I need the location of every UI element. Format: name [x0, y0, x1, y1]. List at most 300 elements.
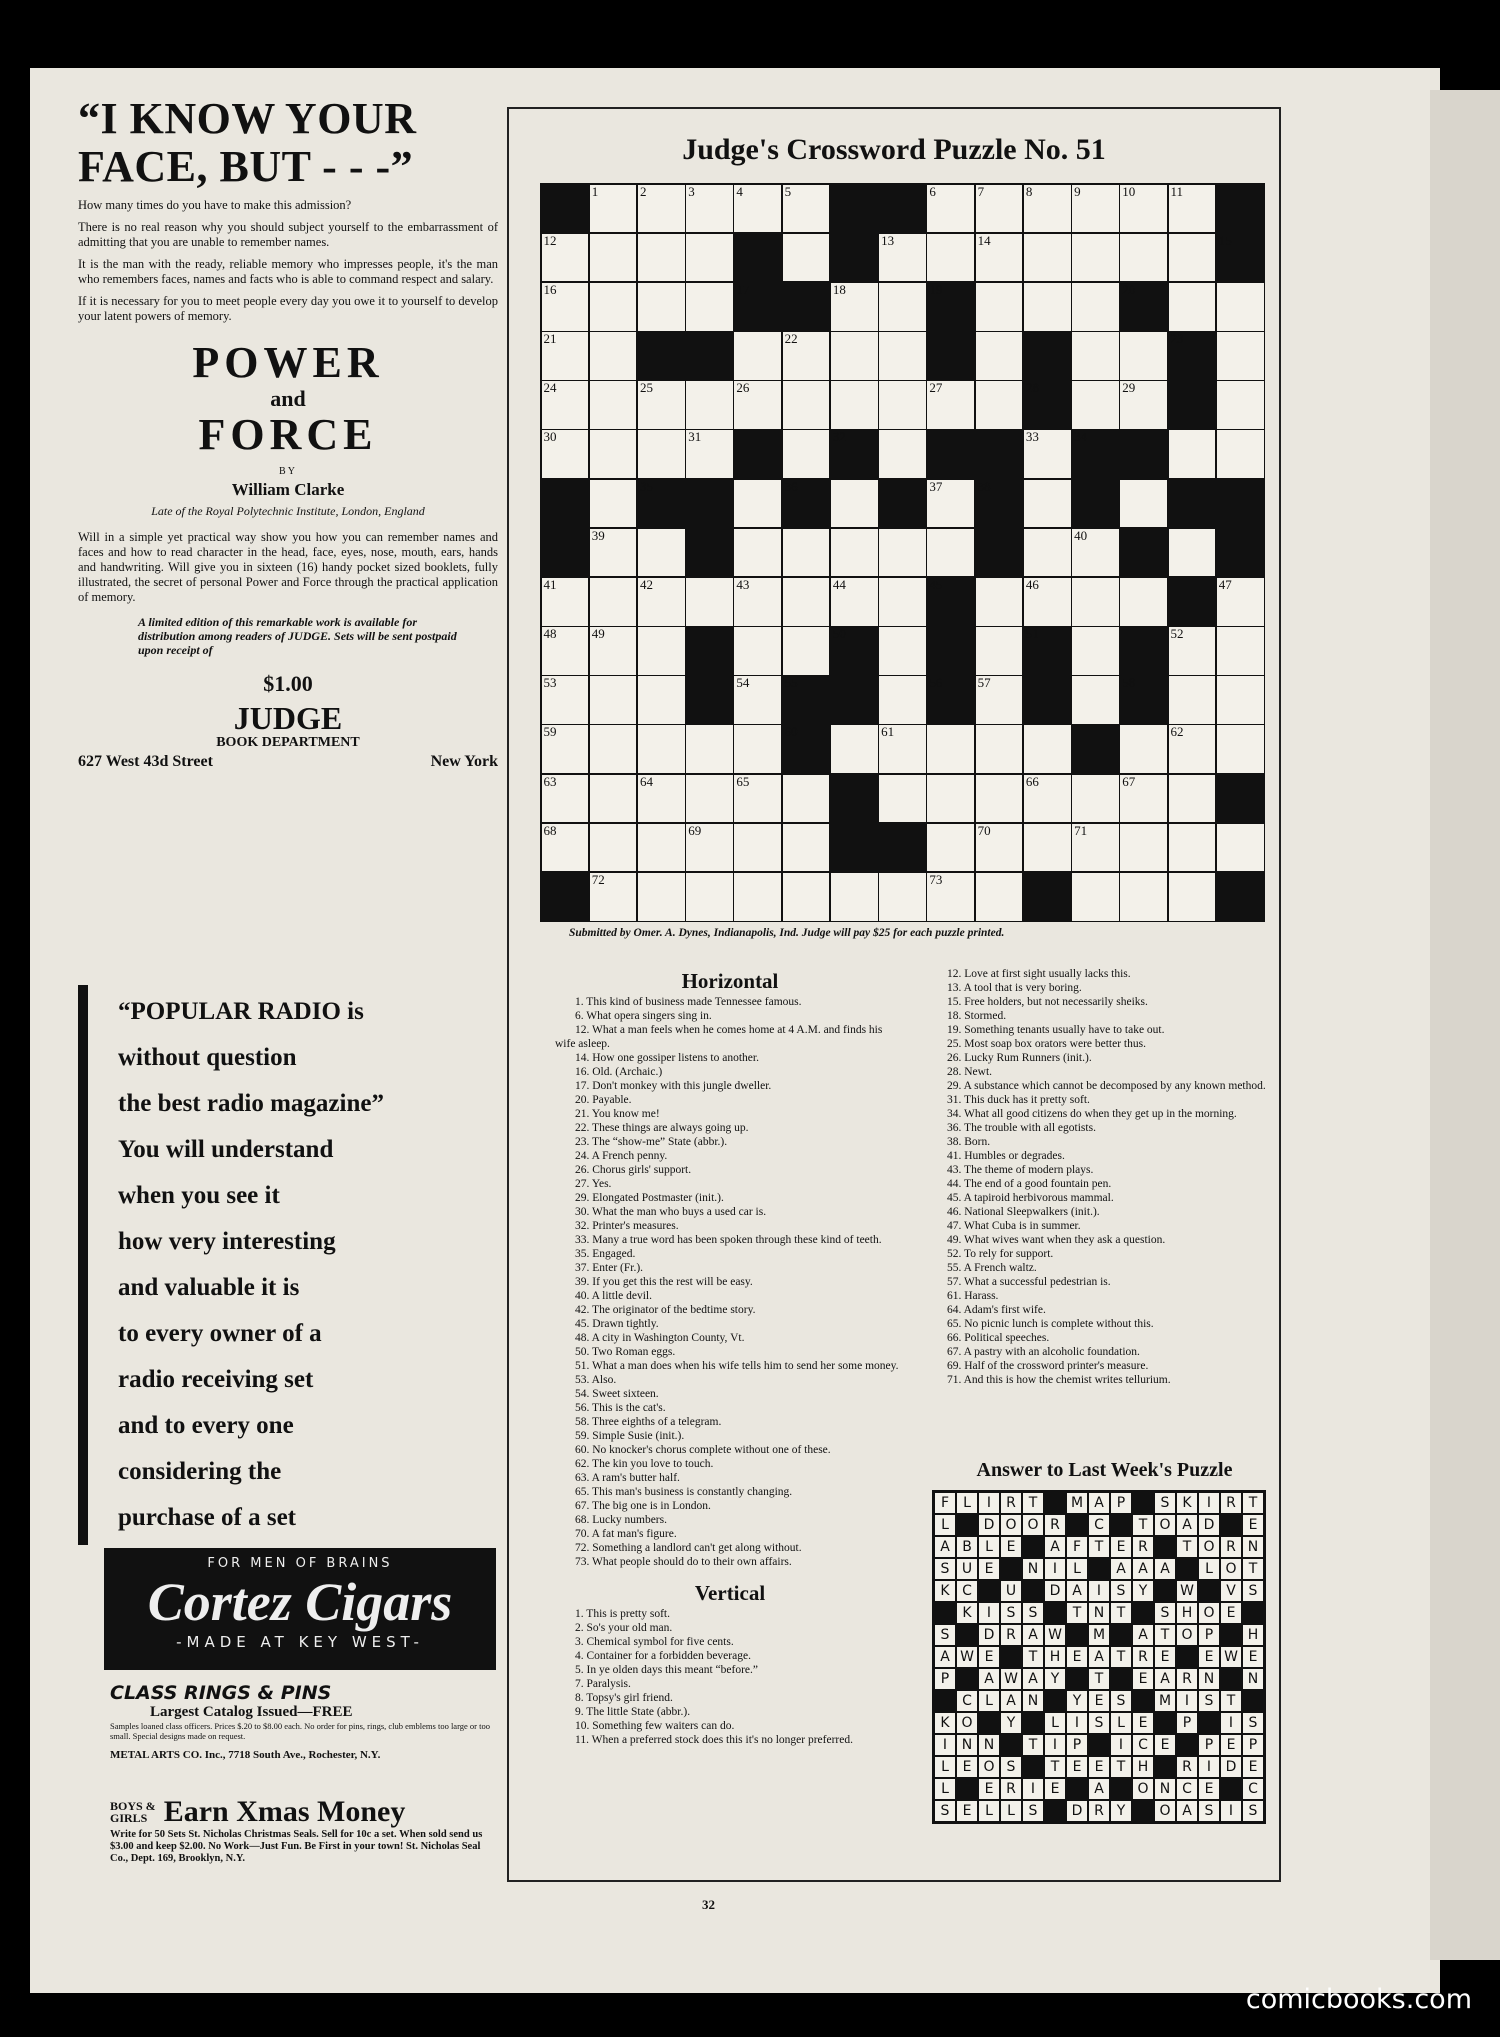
clues-column-1	[555, 967, 905, 1747]
clue: 43. The theme of modern plays.	[947, 1164, 1094, 1176]
clue: 24. A French penny.	[575, 1150, 668, 1162]
answer-letter: D	[1198, 1514, 1220, 1536]
answer-black-square	[1066, 1668, 1088, 1690]
answer-letter: N	[1022, 1690, 1044, 1712]
clue-number: 56	[929, 675, 943, 691]
grid-cell	[1072, 627, 1119, 675]
clue: 23. The “show-me” State (abbr.).	[575, 1136, 728, 1148]
answer-letter: E	[1242, 1646, 1264, 1668]
answer-black-square	[1022, 1580, 1044, 1602]
black-square	[927, 627, 974, 675]
grid-cell	[590, 578, 637, 626]
grid-cell	[927, 185, 974, 233]
clue: 65. This man's business is constantly changing.	[575, 1486, 793, 1498]
grid-cell	[1169, 676, 1216, 724]
grid-cell	[783, 775, 830, 823]
answer-black-square	[1000, 1558, 1022, 1580]
answer-letter: P	[1198, 1624, 1220, 1646]
grid-cell	[976, 234, 1023, 282]
clue: 31. This duck has it pretty soft.	[947, 1094, 1090, 1106]
clue: 14. How one gossiper listens to another.	[575, 1052, 759, 1064]
grid-cell	[783, 332, 830, 380]
answer-black-square	[1110, 1624, 1132, 1646]
answer-letter: T	[1176, 1536, 1198, 1558]
answer-letter: O	[956, 1712, 978, 1734]
grid-cell	[542, 775, 589, 823]
answer-letter: E	[978, 1778, 1000, 1800]
answer-letter: F	[1066, 1536, 1088, 1558]
answer-black-square	[1044, 1800, 1066, 1822]
clue-number: 52	[1170, 626, 1184, 641]
grid-cell	[1217, 627, 1264, 675]
radio-line: and to every one	[118, 1412, 294, 1439]
clue-number: 68	[543, 822, 557, 838]
answer-letter: S	[1022, 1602, 1044, 1624]
grid-cell	[1120, 185, 1167, 233]
clue: 36. The trouble with all egotists.	[947, 1122, 1096, 1134]
clue: 67. A pastry with an alcoholic foundation.	[947, 1346, 1140, 1358]
clue-number: 11	[1170, 183, 1184, 199]
answer-black-square	[934, 1602, 956, 1624]
clue: 3. Chemical symbol for five cents.	[575, 1636, 734, 1648]
answer-letter: W	[1220, 1646, 1242, 1668]
answer-black-square	[1132, 1690, 1154, 1712]
answer-letter: L	[978, 1536, 1000, 1558]
black-square	[831, 234, 878, 282]
clue: 46. National Sleepwalkers (init.).	[947, 1206, 1100, 1218]
grid-cell	[783, 824, 830, 872]
grid-cell	[1169, 529, 1216, 577]
grid-cell	[1169, 873, 1216, 921]
clue-number: 21	[543, 331, 557, 346]
grid-cell	[590, 824, 637, 872]
answer-letter: A	[1176, 1514, 1198, 1536]
crossword-panel	[507, 107, 1281, 1912]
clue: 17. Don't monkey with this jungle dweller.	[575, 1080, 772, 1092]
grid-cell	[542, 627, 589, 675]
clue: 9. The little State (abbr.).	[575, 1706, 691, 1718]
black-square	[1217, 873, 1264, 921]
clue: 15. Free holders, but not necessarily sheiks.	[947, 996, 1148, 1008]
answer-letter: B	[956, 1536, 978, 1558]
answer-black-square	[1110, 1778, 1132, 1800]
answer-letter: I	[1088, 1580, 1110, 1602]
grid-cell	[686, 185, 733, 233]
answer-letter: O	[1000, 1514, 1022, 1536]
answer-black-square	[1132, 1800, 1154, 1822]
offer-note: A limited edition of this remarkable work is available for distribution among readers of JUDGE. Sets will be sent postpaid upon receipt of	[138, 615, 457, 657]
answer-letter: I	[1176, 1690, 1198, 1712]
answer-letter: E	[1242, 1756, 1264, 1778]
answer-letter: A	[1000, 1690, 1022, 1712]
answer-letter: D	[978, 1514, 1000, 1536]
grid-cell	[542, 332, 589, 380]
class-rings-ad	[110, 1682, 500, 1761]
answer-letter: S	[1110, 1580, 1132, 1602]
grid-cell	[734, 381, 781, 429]
answer-letter: O	[978, 1756, 1000, 1778]
answer-letter: L	[1000, 1800, 1022, 1822]
answer-letter: T	[1154, 1624, 1176, 1646]
black-square	[734, 234, 781, 282]
boys-label: BOYS &	[110, 1799, 156, 1813]
clue-number: 71	[1074, 822, 1088, 838]
answer-letter: O	[1154, 1800, 1176, 1822]
grid-cell	[1024, 283, 1071, 331]
answer-letter: S	[1088, 1712, 1110, 1734]
clue: 66. Political speeches.	[947, 1332, 1050, 1344]
clue: 72. Something a landlord can't get along without.	[575, 1542, 802, 1554]
clue: 64. Adam's first wife.	[947, 1304, 1046, 1316]
grid-cell	[1072, 578, 1119, 626]
answer-letter: Y	[1000, 1712, 1022, 1734]
grid-cell	[1072, 824, 1119, 872]
grid-cell	[1072, 529, 1119, 577]
answer-letter: N	[1154, 1778, 1176, 1800]
clue-number: 17	[736, 281, 750, 297]
grid-cell	[1169, 283, 1216, 331]
grid-cell	[831, 283, 878, 331]
grid-cell	[879, 283, 926, 331]
answer-letter: I	[1220, 1712, 1242, 1734]
clue: 7. Paralysis.	[575, 1678, 631, 1690]
clue: 4. Container for a forbidden beverage.	[575, 1650, 751, 1662]
clue-number: 28	[1025, 380, 1039, 396]
grid-cell	[734, 873, 781, 921]
black-square	[542, 529, 589, 577]
grid-cell	[1169, 775, 1216, 823]
department: BOOK DEPARTMENT	[216, 735, 360, 750]
book-title-and: and	[270, 386, 306, 411]
clue-number: 66	[1025, 773, 1039, 789]
answer-black-square	[1088, 1734, 1110, 1756]
ad-paragraph: How many times do you have to make this admission?	[78, 198, 352, 212]
answer-letter: A	[1044, 1536, 1066, 1558]
answer-letter: T	[1088, 1536, 1110, 1558]
grid-cell	[734, 529, 781, 577]
clue-number: 41	[543, 576, 557, 592]
grid-cell	[927, 381, 974, 429]
grid-cell	[1217, 381, 1264, 429]
clue-number: 39	[591, 527, 605, 543]
clue: 12. What a man feels when he comes home at 4 A.M. and finds his wife asleep.	[555, 1024, 883, 1050]
clue: 40. A little devil.	[575, 1290, 652, 1302]
answer-letter: A	[1110, 1558, 1132, 1580]
answer-black-square	[1066, 1778, 1088, 1800]
grid-cell	[976, 775, 1023, 823]
grid-cell	[1169, 430, 1216, 478]
clue: 8. Topsy's girl friend.	[575, 1692, 673, 1704]
answer-letter: I	[978, 1602, 1000, 1624]
answer-letter: T	[1242, 1492, 1264, 1514]
clue: 29. Elongated Postmaster (init.).	[575, 1192, 724, 1204]
grid-cell	[590, 775, 637, 823]
answer-letter: E	[978, 1558, 1000, 1580]
puzzle-title: Judge's Crossword Puzzle No. 51	[682, 133, 1106, 166]
answer-black-square	[1044, 1690, 1066, 1712]
answer-letter: Y	[1066, 1690, 1088, 1712]
vertical-clues-continued	[927, 967, 1267, 1387]
clue: 57. What a successful pedestrian is.	[947, 1276, 1111, 1288]
clue-number: 29	[1122, 380, 1136, 396]
answer-letter: H	[1176, 1602, 1198, 1624]
black-square	[1024, 873, 1071, 921]
answer-black-square	[1066, 1624, 1088, 1646]
answer-black-square	[1198, 1712, 1220, 1734]
grid-cell	[976, 332, 1023, 380]
grid-cell	[734, 332, 781, 380]
answer-letter: R	[1220, 1536, 1242, 1558]
answer-letter: A	[1154, 1668, 1176, 1690]
grid-cell	[638, 283, 685, 331]
answer-letter: S	[1242, 1712, 1264, 1734]
answer-black-square	[1176, 1646, 1198, 1668]
grid-cell	[1072, 381, 1119, 429]
black-square	[927, 332, 974, 380]
answer-letter: E	[1220, 1734, 1242, 1756]
clue: 53. Also.	[575, 1374, 617, 1386]
clue-number: 15	[1218, 232, 1232, 248]
clue-number: 3	[688, 183, 695, 199]
clue-number: 40	[1074, 527, 1088, 543]
answer-letter: A	[1022, 1668, 1044, 1690]
answer-letter: S	[1198, 1690, 1220, 1712]
answer-black-square	[1132, 1602, 1154, 1624]
grid-cell	[686, 234, 733, 282]
grid-cell	[542, 824, 589, 872]
clue: 26. Chorus girls' support.	[575, 1164, 692, 1176]
clue: 27. Yes.	[575, 1178, 612, 1190]
grid-cell	[1072, 185, 1119, 233]
answer-letter: E	[1198, 1646, 1220, 1668]
answer-letter: T	[1022, 1646, 1044, 1668]
answer-letter: A	[1132, 1558, 1154, 1580]
answer-letter: T	[1022, 1492, 1044, 1514]
clue-number: 19	[929, 281, 943, 297]
grid-cell	[590, 725, 637, 773]
answer-letter: R	[1220, 1492, 1242, 1514]
grid-cell	[927, 480, 974, 528]
clue-number: 5	[784, 183, 792, 199]
answer-letter: Y	[1110, 1800, 1132, 1822]
grid-cell	[734, 480, 781, 528]
answer-letter: D	[1220, 1756, 1242, 1778]
grid-cell	[638, 873, 685, 921]
answer-letter: E	[1132, 1668, 1154, 1690]
grid-cell	[590, 676, 637, 724]
answer-letter: I	[1110, 1734, 1132, 1756]
answer-letter: P	[1176, 1712, 1198, 1734]
clue-number: 37	[929, 478, 943, 494]
clue: 30. What the man who buys a used car is.	[575, 1206, 767, 1218]
clue-number: 23	[1170, 331, 1184, 346]
answer-black-square	[1154, 1756, 1176, 1778]
answer-letter: O	[1220, 1558, 1242, 1580]
cortez-logo: Cortez Cigars	[147, 1572, 453, 1632]
grid-cell	[686, 775, 733, 823]
black-square	[1217, 529, 1264, 577]
black-square	[1024, 676, 1071, 724]
answer-black-square	[1198, 1580, 1220, 1602]
grid-cell	[638, 234, 685, 282]
answer-letter: D	[1066, 1800, 1088, 1822]
clue-number: 63	[543, 773, 557, 789]
answer-letter: T	[1132, 1514, 1154, 1536]
radio-line: to every owner of a	[118, 1320, 322, 1347]
clue: 61. Harass.	[947, 1290, 999, 1302]
answer-letter: N	[956, 1734, 978, 1756]
publisher: JUDGE	[233, 700, 343, 736]
black-square	[927, 283, 974, 331]
grid-cell	[879, 873, 926, 921]
answer-letter: W	[1044, 1624, 1066, 1646]
clue-number: 42	[639, 576, 653, 592]
answer-letter: T	[1110, 1756, 1132, 1778]
black-square	[831, 775, 878, 823]
clue: 45. A tapiroid herbivorous mammal.	[947, 1192, 1114, 1204]
clue-number: 34	[1074, 429, 1088, 445]
clue-number: 54	[736, 675, 750, 691]
answer-black-square	[1176, 1558, 1198, 1580]
answer-letter: R	[1176, 1668, 1198, 1690]
radio-line: radio receiving set	[118, 1366, 314, 1393]
black-square	[783, 283, 830, 331]
grid-cell	[638, 430, 685, 478]
clue-number: 8	[1025, 183, 1033, 199]
answer-letter: L	[978, 1800, 1000, 1822]
clue-number: 7	[977, 183, 985, 199]
answer-letter: M	[1088, 1624, 1110, 1646]
clue-number: 72	[591, 871, 605, 887]
black-square	[831, 676, 878, 724]
clue-number: 13	[881, 232, 895, 248]
grid-cell	[1024, 824, 1071, 872]
clue: 68. Lucky numbers.	[575, 1514, 667, 1526]
grid-cell	[1217, 676, 1264, 724]
answer-letter: L	[1110, 1712, 1132, 1734]
radio-line: considering the	[118, 1458, 282, 1485]
grid-cell	[542, 381, 589, 429]
answer-letter: E	[956, 1800, 978, 1822]
radio-line: “POPULAR RADIO is	[118, 998, 364, 1025]
grid-cell	[879, 234, 926, 282]
clue: 32. Printer's measures.	[575, 1220, 679, 1232]
clue: 12. Love at first sight usually lacks this.	[947, 968, 1131, 980]
grid-cell	[1217, 332, 1264, 380]
clue: 47. What Cuba is in summer.	[947, 1220, 1081, 1232]
grid-cell	[1072, 283, 1119, 331]
grid-cell	[1169, 627, 1216, 675]
grid-cell	[1169, 824, 1216, 872]
black-square	[734, 430, 781, 478]
answer-letter: E	[1198, 1778, 1220, 1800]
grid-cell	[976, 676, 1023, 724]
grid-cell	[542, 234, 589, 282]
black-square	[686, 480, 733, 528]
clue-number: 25	[639, 380, 653, 396]
grid-cell	[542, 676, 589, 724]
address-line	[78, 753, 498, 771]
grid-cell	[1120, 480, 1167, 528]
answer-letter: H	[1132, 1756, 1154, 1778]
answer-letter: P	[1242, 1734, 1264, 1756]
xmas-title: Earn Xmas Money	[163, 1795, 406, 1828]
clue-number: 59	[543, 724, 557, 740]
clue-number: 30	[543, 429, 557, 445]
grid-cell	[783, 381, 830, 429]
answer-letter: L	[934, 1778, 956, 1800]
grid-cell	[976, 578, 1023, 626]
grid-cell	[638, 529, 685, 577]
answer-letter: A	[1154, 1558, 1176, 1580]
grid-cell	[590, 234, 637, 282]
grid-cell	[879, 529, 926, 577]
answer-letter: E	[978, 1646, 1000, 1668]
grid-cell	[783, 234, 830, 282]
clue-number: 50	[832, 626, 846, 641]
answer-letter: K	[934, 1580, 956, 1602]
clue: 49. What wives want when they ask a question.	[947, 1234, 1166, 1246]
clue-number: 22	[784, 331, 798, 346]
answer-black-square	[1022, 1536, 1044, 1558]
grid-cell	[734, 185, 781, 233]
grid-cell	[1120, 725, 1167, 773]
black-square	[1120, 283, 1167, 331]
city: New York	[430, 753, 498, 770]
clue-number: 38	[977, 478, 991, 494]
answer-letter: A	[1022, 1624, 1044, 1646]
grid-cell	[976, 627, 1023, 675]
clue-number: 2	[639, 183, 647, 199]
grid-cell	[734, 824, 781, 872]
black-square	[831, 824, 878, 872]
black-square	[927, 676, 974, 724]
answer-letter: C	[956, 1690, 978, 1712]
clue-number: 35	[639, 478, 653, 494]
answer-letter: E	[1088, 1690, 1110, 1712]
grid-cell	[1024, 430, 1071, 478]
grid-cell	[976, 185, 1023, 233]
answer-letter: A	[1132, 1624, 1154, 1646]
grid-cell	[1120, 332, 1167, 380]
answer-letter: K	[956, 1602, 978, 1624]
clue: 48. A city in Washington County, Vt.	[575, 1332, 745, 1344]
answer-letter: Y	[1044, 1668, 1066, 1690]
grid-cell	[1217, 430, 1264, 478]
clue: 52. To rely for support.	[947, 1248, 1054, 1260]
answer-letter: A	[1088, 1646, 1110, 1668]
clue-number: 43	[736, 576, 750, 592]
answer-letter: I	[1220, 1800, 1242, 1822]
black-square	[686, 676, 733, 724]
answer-title: Answer to Last Week's Puzzle	[976, 1459, 1233, 1481]
grid-cell	[927, 824, 974, 872]
answer-letter: S	[1000, 1602, 1022, 1624]
black-square	[1169, 332, 1216, 380]
clue-number: 53	[543, 675, 557, 691]
answer-black-square	[1132, 1492, 1154, 1514]
answer-black-square	[1154, 1712, 1176, 1734]
answer-letter: T	[1110, 1646, 1132, 1668]
answer-letter: T	[1220, 1690, 1242, 1712]
grid-cell	[734, 725, 781, 773]
grid-cell	[927, 529, 974, 577]
clue-number: 73	[929, 871, 943, 887]
clue: 59. Simple Susie (init.).	[575, 1430, 685, 1442]
grid-cell	[590, 430, 637, 478]
answer-letter: I	[978, 1492, 1000, 1514]
clue-number: 62	[1170, 724, 1184, 740]
